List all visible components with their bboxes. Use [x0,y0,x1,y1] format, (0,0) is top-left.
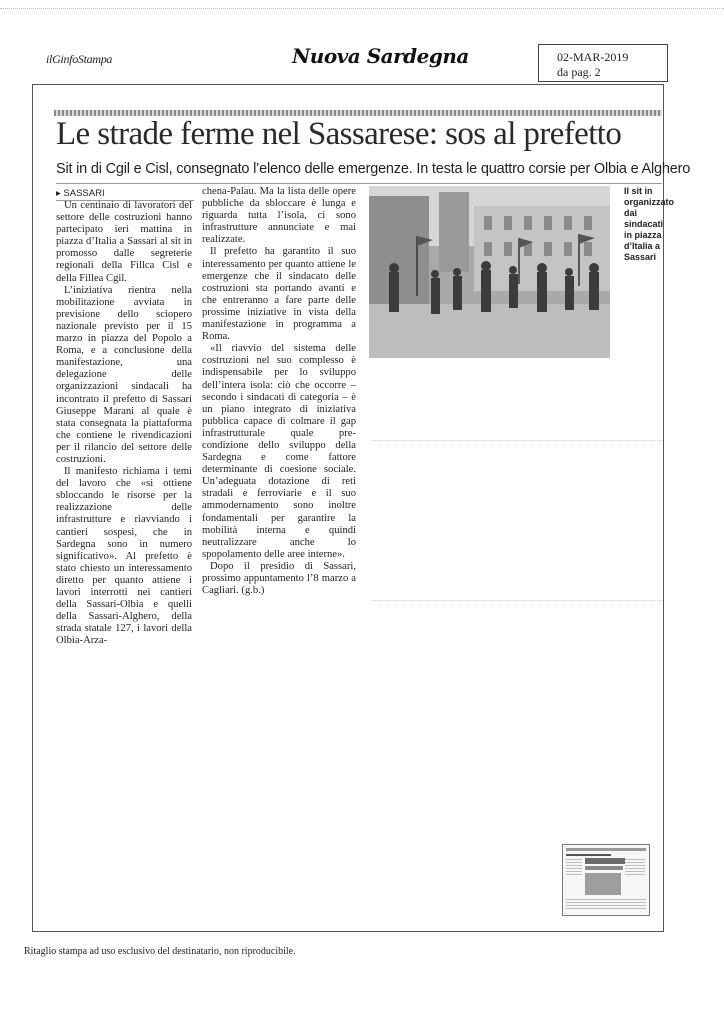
top-rule [0,8,724,9]
faint-rule [372,600,662,601]
article-column-1 [56,200,192,647]
article-column-2 [202,186,356,597]
article-paragraph: chena-Palau. Ma la lista delle opere pubbliche da sbloccare è lunga e riguarda tutta l’isola, ci sono infrastrutture annunciate e mai realizzate. [202,186,356,246]
agency-logo [46,52,112,67]
article-paragraph: Un centinaio di lavoratori del settore delle costruzioni hanno partecipato ieri mattina in piazza d’Italia a Sassari al sit in promosso dalle segreterie regionali della Fillca Cisl e della Fillea Cgil. [56,200,192,284]
section-label [56,188,105,199]
article-paragraph: «Il riavvio del sistema delle costruzioni nel suo complesso è indispensabile per lo sviluppo dell’intera isola: ciò che occorre – secondo i sindacati di categoria – è un piano integrato di iniziativa pubblica capace di colmare il gap infrastrutturale quale pre-condizione dello sviluppo della Sardegna e come fattore determinante di coesione sociale. Un’adeguata dotazione di reti stradali e ferroviarie e il suo ammodernamento sono inoltre fondamentali per garantire la mobilità interna e quindi neutralizzare anche lo spopolamento delle aree interne». [202,343,356,560]
footer-disclaimer: Ritaglio stampa ad uso esclusivo del destinatario, non riproducibile. [24,946,296,957]
article-paragraph: Il prefetto ha garantito il suo interessamento per quanto attiene le emergenze che il sindacato delle costruzioni sta portando avanti e che entreranno a fare parte delle prossime iniziative in vista della manifestazione in programma a Roma. [202,246,356,343]
article-subheadline: Sit in di Cgil e Cisl, consegnato l’elenco delle emergenze. In testa le quattro corsie per Olbia e Alghero [56,161,691,177]
article-headline: Le strade ferme nel Sassarese: sos al prefetto [56,116,622,152]
agency-name: ilGinfoStampa [46,52,113,66]
newspaper-masthead: Nuova Sardegna [292,44,469,68]
photo-caption: Il sit in organizzato dai sindacati in piazza d’Italia a Sassari [624,186,675,262]
page-thumbnail [562,844,650,916]
page-reference: da pag. 2 [557,65,601,79]
article-paragraph: Il manifesto richiama i temi del lavoro che «si ottiene sbloccando le risorse per la realizzazione delle infrastrutture e riavviando i cantieri sospesi, che in Sardegna sono in numero significativo». Al prefetto è stato chiesto un interessamento diretto per quanto attiene i lavori interrotti nei cantieri della Sassari-Olbia e quelli della Sassari-Alghero, della strada statale 127, i lavori della Olbia-Arza- [56,466,192,647]
article-photo [369,186,610,358]
faint-rule [372,440,662,441]
section-name: SASSARI [63,188,105,199]
page-thumbnail-illustration [563,845,649,915]
protest-photo-illustration [369,186,610,358]
date-box [538,44,668,82]
publication-date: 02-MAR-2019 [557,50,629,64]
subheadline-rule [56,183,662,184]
article-paragraph: L’iniziativa rientra nella mobilitazione avviata in previsione dello sciopero nazionale previsto per il 15 marzo in piazza del Popolo a Roma, e a conclusione della manifestazione, una delegazione delle organizzazioni sindacali ha incontrato il prefetto di Sassari Giuseppe Marani al quale è stata consegnata la piattaforma che contiene le rivendicazioni per il rilancio del settore delle costruzioni. [56,284,192,465]
article-paragraph: Dopo il presidio di Sassari, prossimo appuntamento l’8 marzo a Cagliari. (g.b.) [202,560,356,597]
section-marker-icon: ▸ [56,188,61,199]
